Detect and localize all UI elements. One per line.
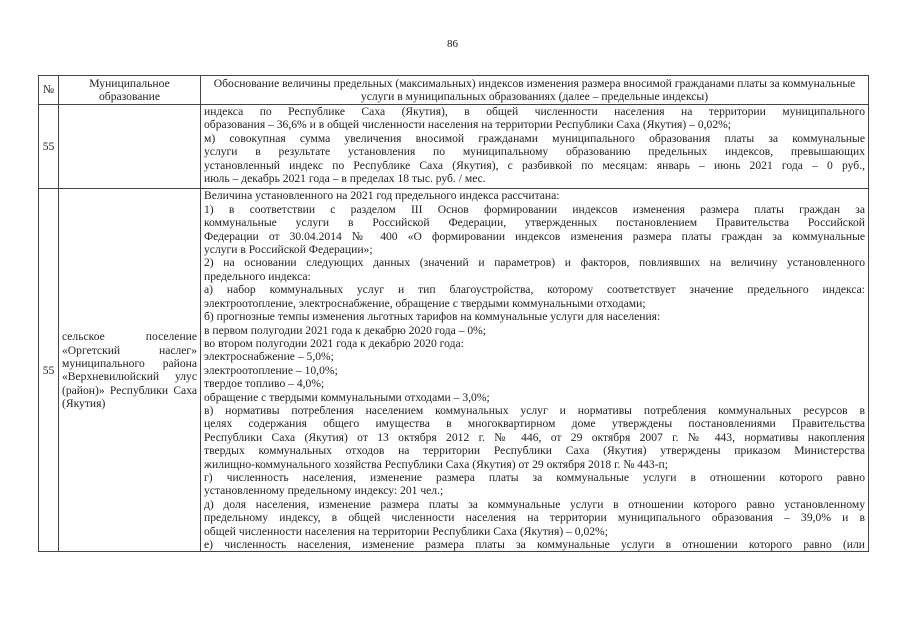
- text-line: электроотопление, электроснабжение, обращение с твердыми коммунальными отходами;: [204, 296, 646, 310]
- text-line: е) численность населения, изменение размера платы за коммунальные услуги в отношении которого равно (или: [204, 538, 865, 551]
- text-line: услуги в Российской Федерации»;: [204, 243, 373, 257]
- text-line: коммунальные услуги в Российской Федерации, утвержденных постановлением Правительства Российской: [204, 216, 865, 230]
- text-line: установленный индекс по Республике Саха (Якутия), с разбивкой по месяцам: январь – июнь 2021 года – 0 руб.,: [204, 158, 865, 172]
- indices-table: [38, 75, 869, 552]
- text-line: общей численности населения на территории Республики Саха (Якутия) – 0,02%;: [204, 524, 608, 538]
- row-number: 55: [39, 189, 59, 552]
- text-line: обращение с твердыми коммунальными отходами – 3,0%;: [204, 390, 490, 404]
- text-line: Республики Саха (Якутия) от 13 октября 2012 г. № 446, от 29 октября 2007 г. № 443, нормативы накопления: [204, 430, 865, 444]
- text-line: во втором полугодии 2021 года к декабрю 2020 года:: [204, 336, 464, 350]
- text-line: м) совокупная сумма увеличения вносимой гражданами муниципального образования платы за коммунальные: [204, 131, 865, 145]
- table-row: [39, 189, 869, 552]
- page-number: 86: [447, 38, 458, 50]
- text-line: индекса по Республике Саха (Якутия), в общей численности населения на территории муниципального: [204, 105, 865, 118]
- text-line: электроснабжение – 5,0%;: [204, 350, 334, 364]
- row-number: 55: [39, 105, 59, 189]
- text-line: Величина установленного на 2021 год предельного индекса рассчитана:: [204, 189, 560, 203]
- text-line: предельному индексу, в общей численности населения на территории муниципального образования – 39,0% и в: [204, 511, 865, 525]
- text-line: д) доля населения, изменение размера платы за коммунальные услуги в отношении которого равно установленному: [204, 497, 865, 511]
- text-line: образования – 36,6% и в общей численности населения на территории Республики Саха (Якутия) – 0,02%;: [204, 118, 732, 132]
- text-line: установленному предельному индексу: 201 чел.;: [204, 484, 444, 498]
- justification-cell: [201, 105, 869, 189]
- municipality-cell: сельское поселение «Оргетский наслег» муниципального района «Верхневилюйский улус (район)» Республики Саха (Якутия): [59, 189, 201, 552]
- text-line: твердое топливо – 4,0%;: [204, 377, 325, 391]
- header-number: №: [39, 76, 59, 105]
- text-line: в первом полугодии 2021 года к декабрю 2020 года – 0%;: [204, 323, 487, 337]
- text-line: твердых коммунальных отходов на территории Республики Саха (Якутия) утверждены приказом Министерства: [204, 444, 865, 458]
- text-line: 2) на основании следующих данных (значений и параметров) и факторов, повлиявших на величину установленного: [204, 256, 865, 270]
- table-header-row: [39, 76, 869, 105]
- municipality-cell: [59, 105, 201, 189]
- header-justification: Обоснование величины предельных (максимальных) индексов изменения размера вносимой гражданами платы за коммунальные услуги в муниципальных образованиях (далее – предельные индексы): [201, 76, 869, 105]
- text-line: услуги в результате установления по муниципальному образованию предельных индексов, превышающих: [204, 145, 865, 159]
- text-line: целях содержания общего имущества в многоквартирном доме утверждены постановлениями Правительства: [204, 417, 865, 431]
- text-line: а) набор коммунальных услуг и тип благоустройства, которому соответствует значение предельного индекса:: [204, 283, 865, 297]
- text-line: в) нормативы потребления населением коммунальных услуг и нормативы потребления коммунальных ресурсов в: [204, 403, 865, 417]
- text-line: Федерации от 30.04.2014 № 400 «О формировании индексов изменения размера платы граждан за коммунальные: [204, 229, 865, 243]
- text-line: б) прогнозные темпы изменения льготных тарифов на коммунальные услуги для населения:: [204, 310, 661, 324]
- text-line: предельного индекса:: [204, 269, 311, 283]
- text-line: г) численность населения, изменение размера платы за коммунальные услуги в отношении которого равно: [204, 470, 865, 484]
- header-municipality: Муниципальное образование: [59, 76, 201, 105]
- table-row: [39, 105, 869, 189]
- text-line: электроотопление – 10,0%;: [204, 363, 338, 377]
- text-line: 1) в соответствии с разделом III Основ формировании индексов изменения размера платы граждан за: [204, 202, 865, 216]
- justification-cell: [201, 189, 869, 552]
- text-line: июль – декабрь 2021 года – в пределах 18 тыс. руб. / мес.: [204, 172, 486, 186]
- text-line: жилищно-коммунального хозяйства Республики Саха (Якутия) от 29 октября 2018 г. № 443-п;: [204, 457, 668, 471]
